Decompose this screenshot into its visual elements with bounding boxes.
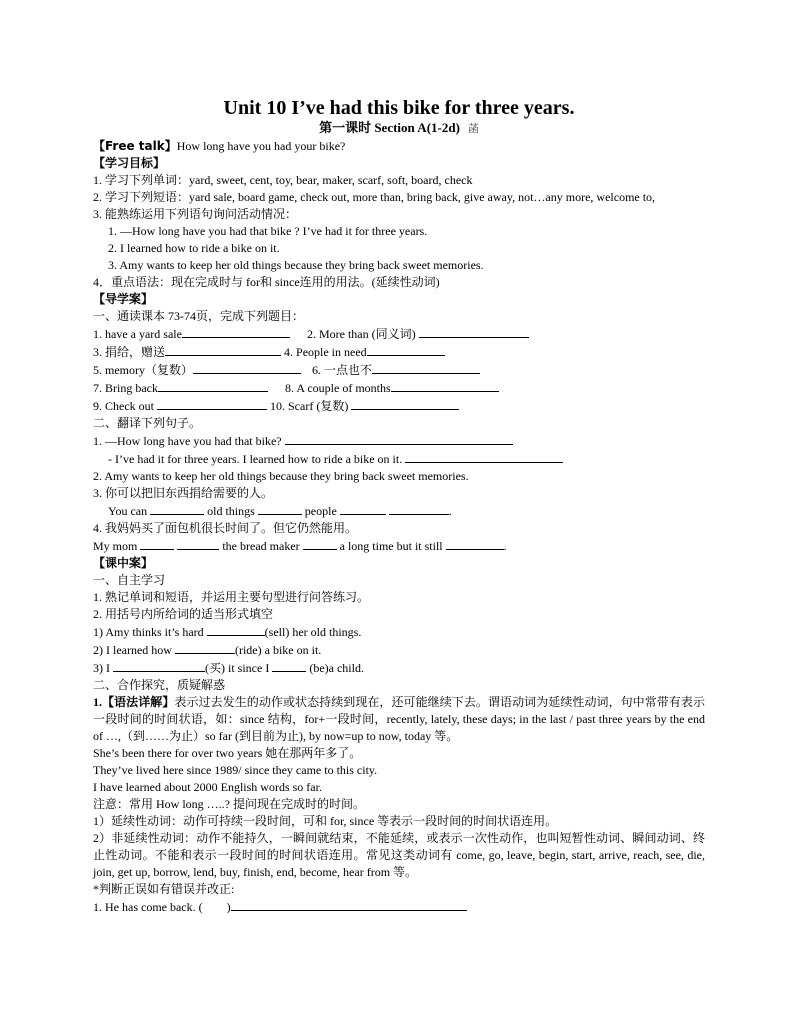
t3-part: .	[448, 504, 452, 518]
guide-heading: 【导学案】	[93, 292, 154, 306]
translate-2: 2. Amy wants to keep her old things because they bring back sweet memories.	[93, 469, 469, 483]
judge-instruction: *判断正误如有错误并改正:	[93, 882, 235, 896]
translate-1b-text: - I’ve had it for three years. I learned how to ride a bike on it.	[108, 452, 403, 466]
vocab-5: 5. memory（复数）	[93, 363, 193, 377]
vocab-10: 10. Scarf (复数)	[270, 399, 349, 413]
fill-1	[93, 623, 705, 641]
t4-part: .	[503, 539, 507, 553]
objective-2: 2. 学习下列短语：yard sale, board game, check out, more than, bring back, give away, not…any more, welcome to,	[93, 190, 656, 204]
objectives-heading: 【学习目标】	[93, 156, 166, 170]
answer-blank[interactable]	[372, 361, 480, 374]
fill-part: (买) it since I	[205, 661, 270, 675]
vocab-row-3	[93, 361, 705, 379]
note-non-durative: 2）非延续性动词：动作不能持久，一瞬间就结束，不能延续，或表示一次性动作，也叫短暂性动词、瞬间动词、终止性动词。不能和表示一段时间的时间状语连用。常见这类动词有 come, go, leave, begin, start, arrive, reach, see, die, join, get up, borrow, lend, buy, finish, end, become, hear from 等。	[93, 831, 705, 879]
grammar-label: 1.【语法详解】	[93, 695, 175, 709]
t3-part: people	[304, 504, 337, 518]
answer-blank[interactable]	[285, 432, 513, 445]
subtitle-mark: 菡	[467, 123, 479, 135]
t4-part: a long time but it still	[339, 539, 443, 553]
guide-section-1: 一、通读课本 73-74页，完成下列题目：	[93, 309, 304, 323]
fill-part: (be)a child.	[309, 661, 364, 675]
objective-3-sentence-3: 3. Amy wants to keep her old things because they bring back sweet memories.	[108, 258, 484, 272]
translate-4: 4. 我妈妈买了面包机很长时间了。但它仍然能用。	[93, 521, 358, 535]
free-talk-line	[93, 138, 705, 155]
answer-blank[interactable]	[258, 502, 302, 515]
vocab-1: 1. have a yard sale	[93, 327, 182, 341]
answer-blank[interactable]	[303, 537, 337, 550]
page-title: Unit 10 I’ve had this bike for three years.	[223, 97, 575, 119]
grammar-note: 注意：常用 How long …..? 提问现在完成时的时间。	[93, 797, 365, 811]
vocab-9: 9. Check out	[93, 399, 154, 413]
t4-part: My mom	[93, 539, 138, 553]
class-section-2: 二、合作探究，质疑解惑	[93, 678, 226, 692]
answer-blank[interactable]	[207, 623, 265, 636]
vocab-row-1	[93, 325, 705, 343]
worksheet-page	[93, 96, 705, 916]
answer-blank[interactable]	[165, 343, 281, 356]
answer-blank[interactable]	[158, 379, 268, 392]
judge-q1	[93, 898, 705, 916]
vocab-6: 6. 一点也不	[312, 363, 373, 377]
answer-blank[interactable]	[140, 537, 174, 550]
objective-3: 3. 能熟练运用下列语句询问活动情况：	[93, 207, 298, 221]
answer-blank[interactable]	[389, 502, 449, 515]
vocab-8: 8. A couple of months	[285, 381, 391, 395]
answer-blank[interactable]	[419, 325, 529, 338]
answer-blank[interactable]	[175, 641, 235, 654]
fill-part: 2) I learned how	[93, 643, 172, 657]
answer-blank[interactable]	[351, 397, 459, 410]
fill-part: 1) Amy thinks it’s hard	[93, 625, 204, 639]
answer-blank[interactable]	[340, 502, 386, 515]
free-talk-label: 【Free talk】	[93, 139, 177, 153]
fill-part: 3) I	[93, 661, 110, 675]
translate-1b	[93, 450, 705, 468]
answer-blank[interactable]	[150, 502, 204, 515]
answer-blank[interactable]	[177, 537, 219, 550]
guide-section-2: 二、翻译下列句子。	[93, 416, 202, 430]
t3-part: You can	[108, 504, 148, 518]
vocab-3: 3. 捐给，赠送	[93, 345, 166, 359]
grammar-text: 表示过去发生的动作或状态持续到现在，还可能继续下去。谓语动词为延续性动词，句中常带有表示一段时间的时间状语，如：since 结构，for+一段时间，recently, lately, these days; in the last / past three years by the end of …,（到……为止）so far (到目前为止), by now=up to now, today 等。	[93, 695, 705, 743]
example-1: She’s been there for over two years 她在那两年多了。	[93, 746, 362, 760]
page-subtitle	[93, 120, 705, 137]
vocab-row-4	[93, 379, 705, 397]
t3-part: old things	[207, 504, 255, 518]
translate-3-answer	[93, 502, 705, 520]
fill-part: (sell) her old things.	[264, 625, 362, 639]
free-talk-text: How long have you had your bike?	[176, 139, 346, 153]
note-durative: 1）延续性动词：动作可持续一段时间，可和 for, since 等表示一段时间的时间状语连用。	[93, 814, 558, 828]
answer-blank[interactable]	[113, 659, 205, 672]
vocab-7: 7. Bring back	[93, 381, 158, 395]
answer-blank[interactable]	[231, 898, 467, 911]
translate-1	[93, 432, 705, 450]
vocab-2: 2. More than (同义词)	[306, 327, 416, 341]
translate-4-answer	[93, 537, 705, 555]
objective-4: 4．重点语法：现在完成时与 for和 since连用的用法。(延续性动词)	[93, 275, 440, 289]
translate-1-text: 1. —How long have you had that bike?	[93, 434, 282, 448]
answer-blank[interactable]	[272, 659, 306, 672]
answer-blank[interactable]	[446, 537, 504, 550]
vocab-4: 4. People in need	[284, 345, 367, 359]
class-heading: 【课中案】	[93, 556, 154, 570]
answer-blank[interactable]	[193, 361, 301, 374]
subtitle-text: 第一课时 Section A(1-2d)	[319, 120, 460, 135]
judge-q1-text: 1. He has come back. (	[93, 900, 203, 914]
class-task-1: 1. 熟记单词和短语，并运用主要句型进行问答练习。	[93, 590, 370, 604]
objective-1: 1. 学习下列单词：yard, sweet, cent, toy, bear, maker, scarf, soft, board, check	[93, 173, 473, 187]
translate-3: 3. 你可以把旧东西捐给需要的人。	[93, 486, 274, 500]
answer-blank[interactable]	[182, 325, 290, 338]
fill-part: (ride) a bike on it.	[234, 643, 322, 657]
fill-2	[93, 641, 705, 659]
grammar-explanation	[93, 694, 705, 745]
vocab-row-5	[93, 397, 705, 415]
answer-blank[interactable]	[391, 379, 499, 392]
objective-3-sentence-2: 2. I learned how to ride a bike on it.	[108, 241, 280, 255]
class-task-2: 2. 用括号内所给词的适当形式填空	[93, 607, 274, 621]
answer-blank[interactable]	[405, 450, 563, 463]
answer-blank[interactable]	[157, 397, 267, 410]
example-3: I have learned about 2000 English words so far.	[93, 780, 322, 794]
class-section-1: 一、自主学习	[93, 573, 166, 587]
answer-blank[interactable]	[367, 343, 445, 356]
objective-3-sentence-1: 1. —How long have you had that bike ? I’ve had it for three years.	[108, 224, 428, 238]
fill-3	[93, 659, 705, 677]
judge-q1-close: )	[226, 900, 231, 914]
example-2: They’ve lived here since 1989/ since they came to this city.	[93, 763, 378, 777]
vocab-row-2	[93, 343, 705, 361]
t4-part: the bread maker	[222, 539, 300, 553]
